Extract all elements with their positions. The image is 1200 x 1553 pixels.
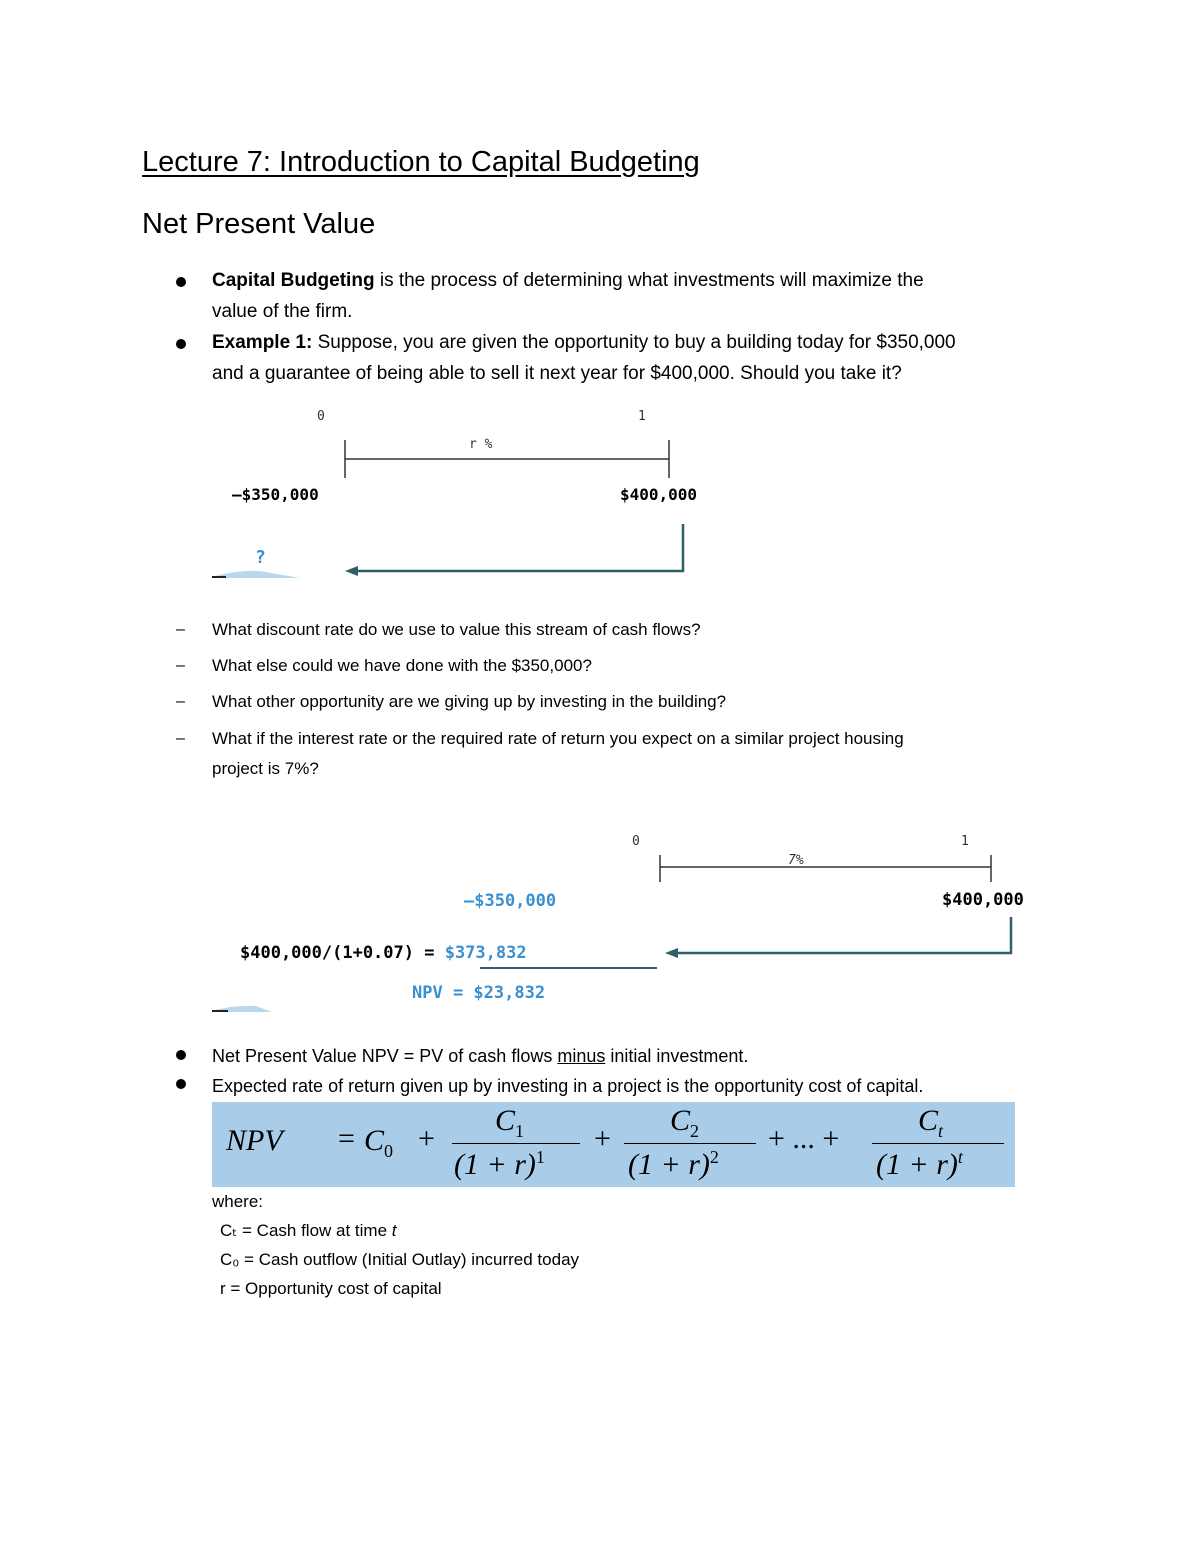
npv-result: NPV = $23,832: [412, 983, 546, 1003]
section-heading: Net Present Value: [142, 208, 376, 240]
npv-formula: [212, 1102, 1015, 1187]
cash-flow-1: $400,000: [942, 890, 1024, 910]
fraction-bar: [624, 1143, 756, 1144]
bullet-text: initial investment.: [605, 1046, 749, 1066]
fraction-bar: [452, 1143, 580, 1144]
cash-flow-1: $400,000: [620, 485, 698, 504]
discount-arrow: [672, 917, 1011, 953]
timeline-rate: 7%: [788, 853, 804, 868]
definition-ct: Cₜ = Cash flow at time t: [220, 1221, 397, 1240]
dash-marker: –: [176, 730, 185, 747]
cash-flow-0: –$350,000: [464, 891, 557, 911]
bullet-text-line2: value of the firm.: [212, 301, 353, 322]
question-item-cont: project is 7%?: [212, 759, 319, 778]
timeline-period-1: 1: [638, 409, 646, 424]
bullet-dot: [176, 1050, 186, 1060]
bullet-text: Suppose, you are given the opportunity to buy a building today for $350,000: [312, 332, 956, 353]
formula-denom-t: $(1 + r)^t$: [876, 1147, 963, 1181]
formula-plus: +: [594, 1122, 611, 1155]
bullet-text: Net Present Value NPV = PV of cash flows: [212, 1046, 558, 1066]
where-label: where:: [212, 1192, 264, 1211]
bullet-bold: Capital Budgeting: [212, 270, 375, 291]
timeline-diagram-2: [0, 800, 1200, 1030]
question-item: What if the interest rate or the required rate of return you expect on a similar project housing: [212, 729, 904, 748]
discount-arrow: [350, 524, 683, 571]
fraction-bar: [872, 1143, 1004, 1144]
timeline-diagram-1: [0, 0, 1200, 620]
bullet-opportunity-cost: Expected rate of return given up by investing in a project is the opportunity cost of capital.: [212, 1076, 924, 1096]
bullet-npv-definition: [212, 1046, 748, 1067]
bullet-text-line2: and a guarantee of being able to sell it next year for $400,000. Should you take it?: [212, 363, 902, 384]
timeline-period-1: 1: [961, 834, 969, 849]
question-item: What discount rate do we use to value this stream of cash flows?: [212, 620, 701, 639]
formula-denom-1: $(1 + r)^1$: [454, 1147, 545, 1181]
bullet-text: is the process of determining what investments will maximize the: [374, 270, 924, 291]
pv-formula: $400,000/(1+0.07) =: [240, 943, 445, 963]
timeline-period-0: 0: [317, 409, 325, 424]
question-item: What other opportunity are we giving up by investing in the building?: [212, 692, 727, 711]
pv-result: $373,832: [444, 943, 527, 963]
question-item: What else could we have done with the $350,000?: [212, 656, 592, 675]
formula-c0: $C_0$: [364, 1124, 394, 1161]
cash-flow-0: –$350,000: [232, 485, 319, 504]
page-title: Lecture 7: Introduction to Capital Budgeting: [142, 146, 700, 178]
dash-marker: –: [176, 621, 185, 638]
definition-c0: C₀ = Cash outflow (Initial Outlay) incurred today: [220, 1250, 580, 1269]
dash-marker: –: [176, 657, 185, 674]
dash-marker: –: [176, 693, 185, 710]
pv-calculation: [240, 943, 527, 963]
unknown-pv: ?: [255, 547, 266, 568]
bullet-dot: [176, 1079, 186, 1089]
formula-equals: =: [338, 1122, 355, 1155]
formula-ellipsis: + ... +: [768, 1122, 840, 1155]
formula-plus: +: [418, 1122, 435, 1155]
bullet-underlined: minus: [557, 1046, 606, 1066]
arrow-head: [665, 948, 678, 958]
bullet-bold: Example 1:: [212, 332, 313, 353]
formula-npv: NPV: [226, 1124, 283, 1157]
timeline-period-0: 0: [632, 834, 640, 849]
definition-r: r = Opportunity cost of capital: [220, 1279, 442, 1298]
timeline-rate: r %: [469, 437, 493, 452]
formula-ct: $C_t$: [918, 1104, 944, 1141]
arrow-head: [345, 566, 358, 576]
formula-c2: $C_2$: [670, 1104, 700, 1141]
formula-c1: $C_1$: [495, 1104, 525, 1141]
formula-denom-2: $(1 + r)^2$: [628, 1147, 719, 1181]
